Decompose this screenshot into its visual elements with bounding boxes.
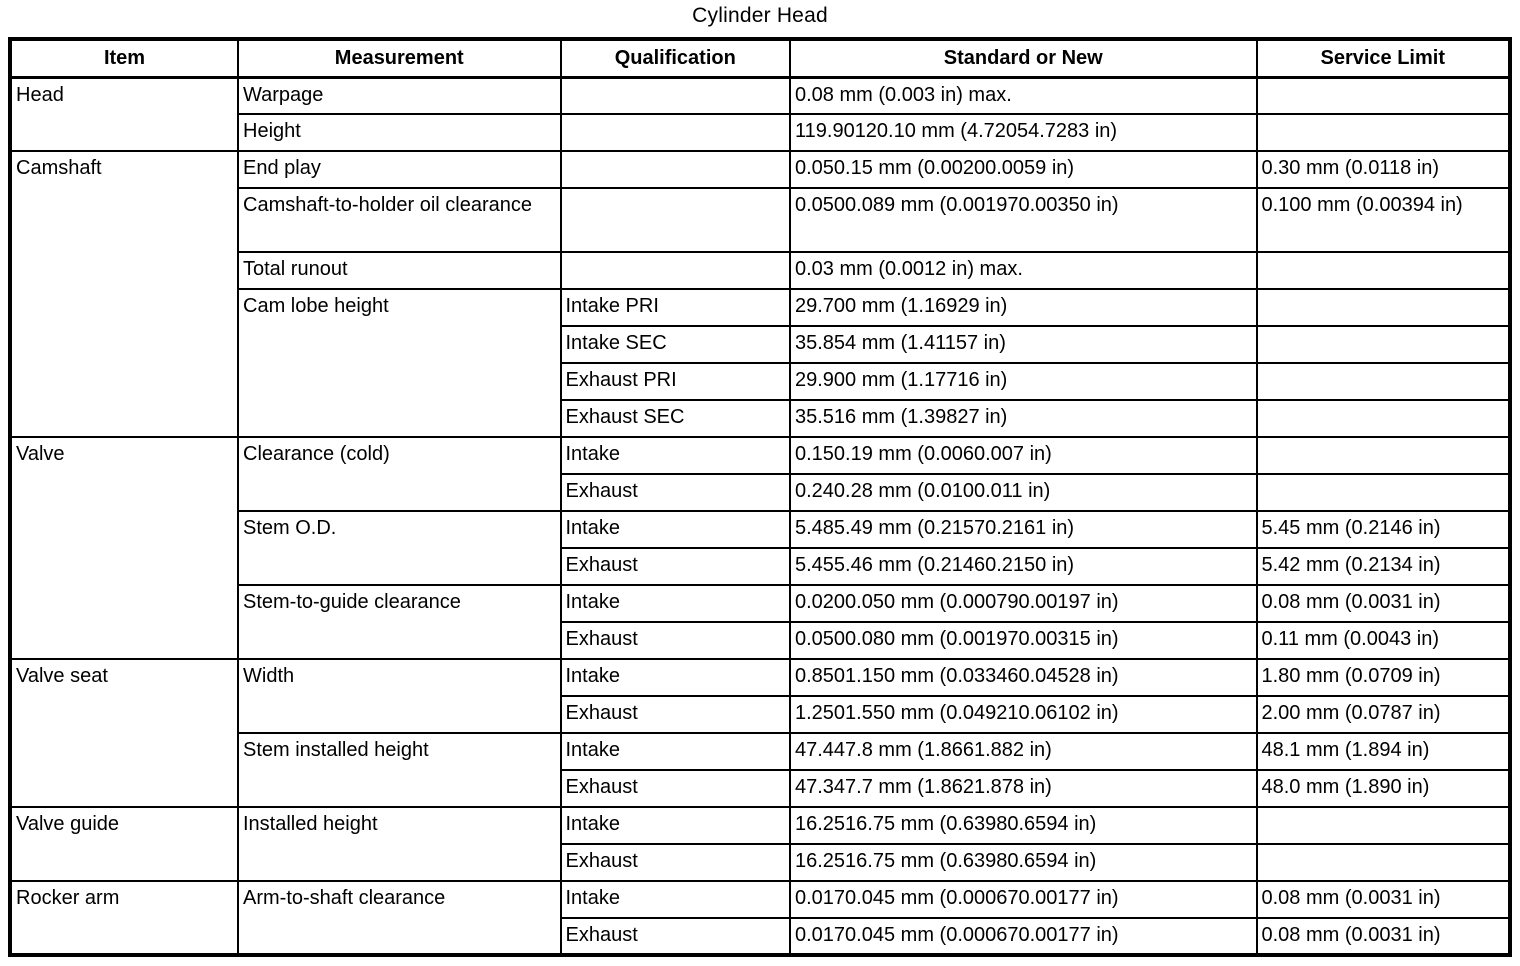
measurement-cell: Height: [238, 114, 561, 151]
standard-cell: 0.8501.150 mm (0.033460.04528 in): [790, 659, 1257, 696]
qualification-cell: Intake: [561, 437, 791, 474]
qualification-cell: Exhaust: [561, 474, 791, 511]
service-cell: [1257, 807, 1511, 844]
qualification-cell: Exhaust: [561, 844, 791, 881]
standard-cell: 29.900 mm (1.17716 in): [790, 363, 1257, 400]
standard-cell: 1.2501.550 mm (0.049210.06102 in): [790, 696, 1257, 733]
qualification-cell: Exhaust: [561, 696, 791, 733]
table-row: [10, 77, 1510, 114]
qualification-cell: Exhaust: [561, 548, 791, 585]
measurement-cell: Warpage: [238, 77, 561, 114]
service-cell: 0.11 mm (0.0043 in): [1257, 622, 1511, 659]
table-row: [10, 881, 1510, 918]
service-cell: 48.1 mm (1.894 in): [1257, 733, 1511, 770]
standard-cell: 35.516 mm (1.39827 in): [790, 400, 1257, 437]
table-row: [10, 437, 1510, 474]
qualification-cell: Intake: [561, 881, 791, 918]
service-cell: [1257, 437, 1511, 474]
qualification-cell: Exhaust: [561, 622, 791, 659]
item-cell: Valve: [10, 437, 238, 659]
page-title: Cylinder Head: [692, 4, 828, 27]
service-cell: 0.08 mm (0.0031 in): [1257, 585, 1511, 622]
service-cell: [1257, 289, 1511, 326]
service-cell: [1257, 326, 1511, 363]
item-cell: Camshaft: [10, 151, 238, 437]
standard-cell: 0.0170.045 mm (0.000670.00177 in): [790, 881, 1257, 918]
service-cell: [1257, 252, 1511, 289]
table-body: [10, 77, 1510, 955]
column-header-qualification: Qualification: [561, 39, 791, 77]
qualification-cell: Intake: [561, 585, 791, 622]
qualification-cell: [561, 151, 791, 188]
table-row: [10, 151, 1510, 188]
column-header-measurement: Measurement: [238, 39, 561, 77]
item-cell: Head: [10, 77, 238, 151]
standard-cell: 16.2516.75 mm (0.63980.6594 in): [790, 844, 1257, 881]
standard-cell: 47.347.7 mm (1.8621.878 in): [790, 770, 1257, 807]
spec-table: [8, 37, 1512, 957]
standard-cell: 0.0500.089 mm (0.001970.00350 in): [790, 188, 1257, 252]
qualification-cell: [561, 77, 791, 114]
table-row: [10, 659, 1510, 696]
qualification-cell: [561, 252, 791, 289]
column-header-service-limit: Service Limit: [1257, 39, 1511, 77]
measurement-cell: Total runout: [238, 252, 561, 289]
service-cell: 5.45 mm (0.2146 in): [1257, 511, 1511, 548]
qualification-cell: Exhaust: [561, 770, 791, 807]
service-cell: 48.0 mm (1.890 in): [1257, 770, 1511, 807]
measurement-cell: Stem-to-guide clearance: [238, 585, 561, 659]
header-row: [10, 39, 1510, 77]
qualification-cell: Intake: [561, 659, 791, 696]
standard-cell: 29.700 mm (1.16929 in): [790, 289, 1257, 326]
qualification-cell: [561, 188, 791, 252]
standard-cell: 16.2516.75 mm (0.63980.6594 in): [790, 807, 1257, 844]
service-cell: 0.08 mm (0.0031 in): [1257, 918, 1511, 955]
qualification-cell: Intake: [561, 733, 791, 770]
service-cell: 0.100 mm (0.00394 in): [1257, 188, 1511, 252]
qualification-cell: Exhaust PRI: [561, 363, 791, 400]
item-cell: Rocker arm: [10, 881, 238, 955]
measurement-cell: Camshaft-to-holder oil clearance: [238, 188, 561, 252]
standard-cell: 5.455.46 mm (0.21460.2150 in): [790, 548, 1257, 585]
qualification-cell: Intake SEC: [561, 326, 791, 363]
measurement-cell: Stem installed height: [238, 733, 561, 807]
qualification-cell: Intake: [561, 511, 791, 548]
service-cell: [1257, 114, 1511, 151]
standard-cell: 0.0200.050 mm (0.000790.00197 in): [790, 585, 1257, 622]
standard-cell: 0.0500.080 mm (0.001970.00315 in): [790, 622, 1257, 659]
table-row: [10, 807, 1510, 844]
qualification-cell: Intake PRI: [561, 289, 791, 326]
qualification-cell: Exhaust SEC: [561, 400, 791, 437]
measurement-cell: Width: [238, 659, 561, 733]
qualification-cell: Exhaust: [561, 918, 791, 955]
service-cell: 2.00 mm (0.0787 in): [1257, 696, 1511, 733]
service-cell: [1257, 474, 1511, 511]
standard-cell: 0.150.19 mm (0.0060.007 in): [790, 437, 1257, 474]
service-cell: 0.08 mm (0.0031 in): [1257, 881, 1511, 918]
standard-cell: 47.447.8 mm (1.8661.882 in): [790, 733, 1257, 770]
standard-cell: 5.485.49 mm (0.21570.2161 in): [790, 511, 1257, 548]
column-header-standard-or-new: Standard or New: [790, 39, 1257, 77]
standard-cell: 0.0170.045 mm (0.000670.00177 in): [790, 918, 1257, 955]
service-cell: 0.30 mm (0.0118 in): [1257, 151, 1511, 188]
qualification-cell: [561, 114, 791, 151]
service-cell: [1257, 363, 1511, 400]
measurement-cell: Clearance (cold): [238, 437, 561, 511]
measurement-cell: Stem O.D.: [238, 511, 561, 585]
standard-cell: 119.90120.10 mm (4.72054.7283 in): [790, 114, 1257, 151]
measurement-cell: Installed height: [238, 807, 561, 881]
service-cell: [1257, 400, 1511, 437]
service-cell: [1257, 844, 1511, 881]
column-header-item: Item: [10, 39, 238, 77]
item-cell: Valve guide: [10, 807, 238, 881]
item-cell: Valve seat: [10, 659, 238, 807]
standard-cell: 0.240.28 mm (0.0100.011 in): [790, 474, 1257, 511]
measurement-cell: Arm-to-shaft clearance: [238, 881, 561, 955]
service-cell: [1257, 77, 1511, 114]
standard-cell: 35.854 mm (1.41157 in): [790, 326, 1257, 363]
qualification-cell: Intake: [561, 807, 791, 844]
standard-cell: 0.03 mm (0.0012 in) max.: [790, 252, 1257, 289]
measurement-cell: Cam lobe height: [238, 289, 561, 437]
measurement-cell: End play: [238, 151, 561, 188]
standard-cell: 0.050.15 mm (0.00200.0059 in): [790, 151, 1257, 188]
service-cell: 1.80 mm (0.0709 in): [1257, 659, 1511, 696]
service-cell: 5.42 mm (0.2134 in): [1257, 548, 1511, 585]
standard-cell: 0.08 mm (0.003 in) max.: [790, 77, 1257, 114]
